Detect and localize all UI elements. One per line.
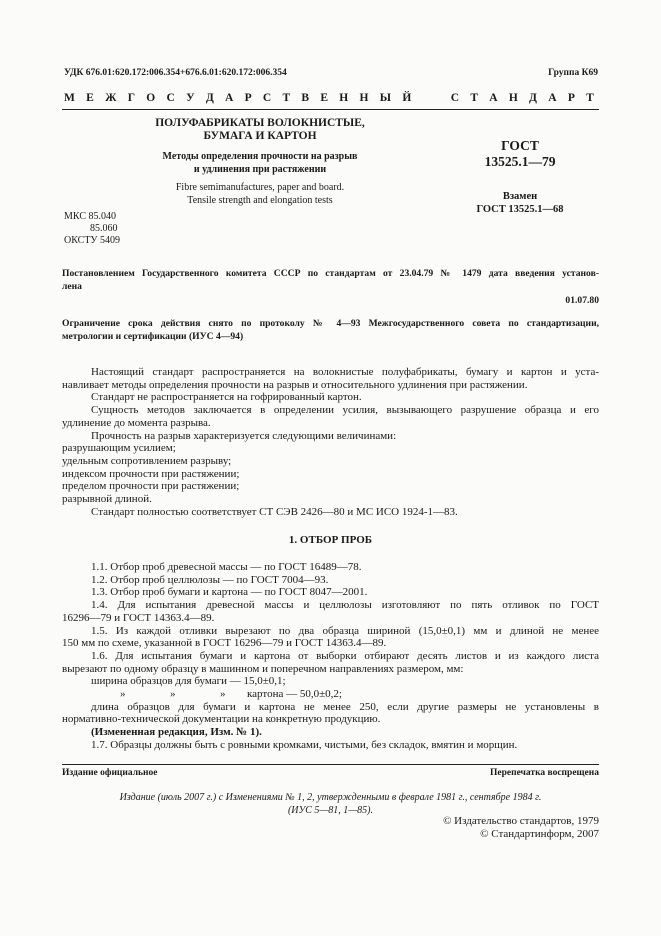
replaces-standard: ГОСТ 13525.1—68	[476, 204, 564, 215]
list-item: индексом прочности при растяжении;	[62, 467, 240, 480]
title-sub-line1: Методы определения прочности на разрыв	[162, 151, 358, 162]
section1-body	[62, 561, 599, 752]
section-heading: 1. ОТБОР ПРОБ	[288, 534, 373, 546]
clause-1-3: 1.3. Отбор проб бумаги и картона — по ГОСТ 8047—2001.	[91, 586, 368, 599]
banner-interstate: М Е Ж Г О С У Д А Р С Т В Е Н Н Ы Й	[64, 92, 416, 104]
intro-p3-line2: удлинение до момента разрыва.	[62, 416, 211, 429]
list-item: разрывной длиной.	[62, 493, 152, 506]
clause-1-6-line2: вырезают по одному образцу в машинном и поперечном направлениях размером, мм:	[62, 662, 464, 675]
title-en-line2: Tensile strength and elongation tests	[187, 194, 333, 206]
copyright-block	[443, 815, 599, 841]
okstu-code: ОКСТУ 5409	[64, 235, 121, 246]
sample-width-board	[62, 688, 599, 701]
title-main-line1: ПОЛУФАБРИКАТЫ ВОЛОКНИСТЫЕ,	[155, 117, 365, 129]
footer-divider	[62, 764, 599, 765]
replaces-block	[460, 190, 580, 216]
sample-width-board-value: картона — 50,0±0,2;	[247, 688, 342, 701]
udk-code: УДК 676.01:620.172:006.354+676.6.01:620.172:006.354	[64, 68, 287, 78]
sample-length-line2: нормативно-технической документации на конкретную продукцию.	[62, 713, 381, 726]
header-divider	[62, 109, 599, 110]
intro-p4: Прочность на разрыв характеризуется следующими величинами:	[91, 429, 397, 442]
decree-line1: Постановлением Государственного комитета СССР по стандартам от 23.04.79 № 1479 дата введения установ-	[62, 268, 599, 279]
intro-p5: Стандарт полностью соответствует СТ СЭВ 2426—80 и МС ИСО 1924-1—83.	[91, 505, 458, 518]
mks-code-1: МКС 85.040	[64, 211, 116, 222]
title-english	[130, 182, 390, 207]
amendment-note: (Измененная редакция, Изм. № 1).	[91, 726, 262, 739]
ditto-mark: »	[120, 688, 126, 701]
clause-1-2: 1.2. Отбор проб целлюлозы — по ГОСТ 7004—93.	[91, 573, 329, 586]
sample-width-paper: ширина образцов для бумаги — 15,0±0,1;	[91, 675, 286, 688]
clause-1-7: 1.7. Образцы должны быть с ровными кромками, чистыми, без складок, вмятин и морщин.	[91, 738, 518, 751]
gost-label: ГОСТ	[501, 138, 539, 153]
title-sub	[130, 151, 390, 176]
edition-note-line2: (ИУС 5—81, 1—85).	[287, 804, 374, 816]
decree-line2: лена	[62, 281, 82, 292]
gost-number: 13525.1—79	[484, 154, 556, 169]
clause-1-5-line1: 1.5. Из каждой отливки вырезают по два образца шириной (15,0±0,1) мм и длиной не менее	[91, 624, 599, 637]
edition-note	[62, 792, 599, 817]
title-main	[140, 117, 380, 143]
group-code: Группа К69	[548, 68, 598, 78]
ditto-mark: »	[220, 688, 226, 701]
title-main-line2: БУМАГА И КАРТОН	[203, 130, 317, 142]
replaces-label: Взамен	[502, 191, 538, 202]
title-en-line1: Fibre semimanufactures, paper and board.	[175, 182, 345, 193]
clause-1-4-line1: 1.4. Для испытания древесной массы и целлюлозы изготовляют по пять отливок по ГОСТ	[91, 599, 599, 612]
restriction-line1: Ограничение срока действия снято по протоколу № 4—93 Межгосударственного совета по стандартизации,	[62, 318, 599, 329]
mks-code-2: 85.060	[90, 223, 118, 234]
gost-block	[470, 138, 570, 170]
restriction-line2: метрологии и сертификации (ИУС 4—94)	[62, 331, 244, 342]
clause-1-4-line2: 16296—79 и ГОСТ 14363.4—89.	[62, 611, 215, 624]
clause-1-1: 1.1. Отбор проб древесной массы — по ГОСТ 16489—78.	[91, 561, 362, 573]
copyright-2: © Стандартинформ, 2007	[480, 828, 599, 840]
classification-codes	[64, 211, 120, 247]
title-sub-line2: и удлинения при растяжении	[193, 163, 327, 175]
list-item: удельным сопротивлением разрыву;	[62, 454, 232, 467]
list-item: разрушающим усилием;	[62, 442, 176, 455]
intro-section	[62, 366, 599, 518]
intro-p1-line2: навливает методы определения прочности на разрыв и относительного удлинения при растяжении.	[62, 378, 528, 391]
edition-note-line1: Издание (июль 2007 г.) с Изменениями № 1, 2, утвержденными в феврале 1981 г., сентябре 1984 г.	[119, 792, 542, 803]
reprint-prohibited: Перепечатка воспрещена	[489, 768, 599, 778]
list-item: пределом прочности при растяжении;	[62, 480, 240, 493]
effective-date: 01.07.80	[565, 295, 599, 306]
official-edition: Издание официальное	[62, 768, 158, 778]
intro-p1-line1: Настоящий стандарт распространяется на волокнистые полуфабрикаты, бумагу и картон и уста-	[91, 366, 599, 378]
intro-p2: Стандарт не распространяется на гофрированный картон.	[91, 391, 362, 404]
clause-1-5-line2: 150 мм по схеме, указанной в ГОСТ 16296—79 и ГОСТ 14363.4—89.	[62, 637, 387, 650]
sample-length-line1: длина образцов для бумаги и картона не менее 250, если другие размеры не установлены в	[91, 700, 599, 713]
banner-standard: С Т А Н Д А Р Т	[450, 92, 598, 104]
clause-1-6-line1: 1.6. Для испытания бумаги и картона от выборки отбирают десять листов и из каждого листа	[91, 649, 599, 662]
intro-p3-line1: Сущность методов заключается в определении усилия, вызывающего разрушение образца и его	[91, 404, 599, 417]
copyright-1: © Издательство стандартов, 1979	[443, 815, 599, 827]
ditto-mark: »	[170, 688, 176, 701]
